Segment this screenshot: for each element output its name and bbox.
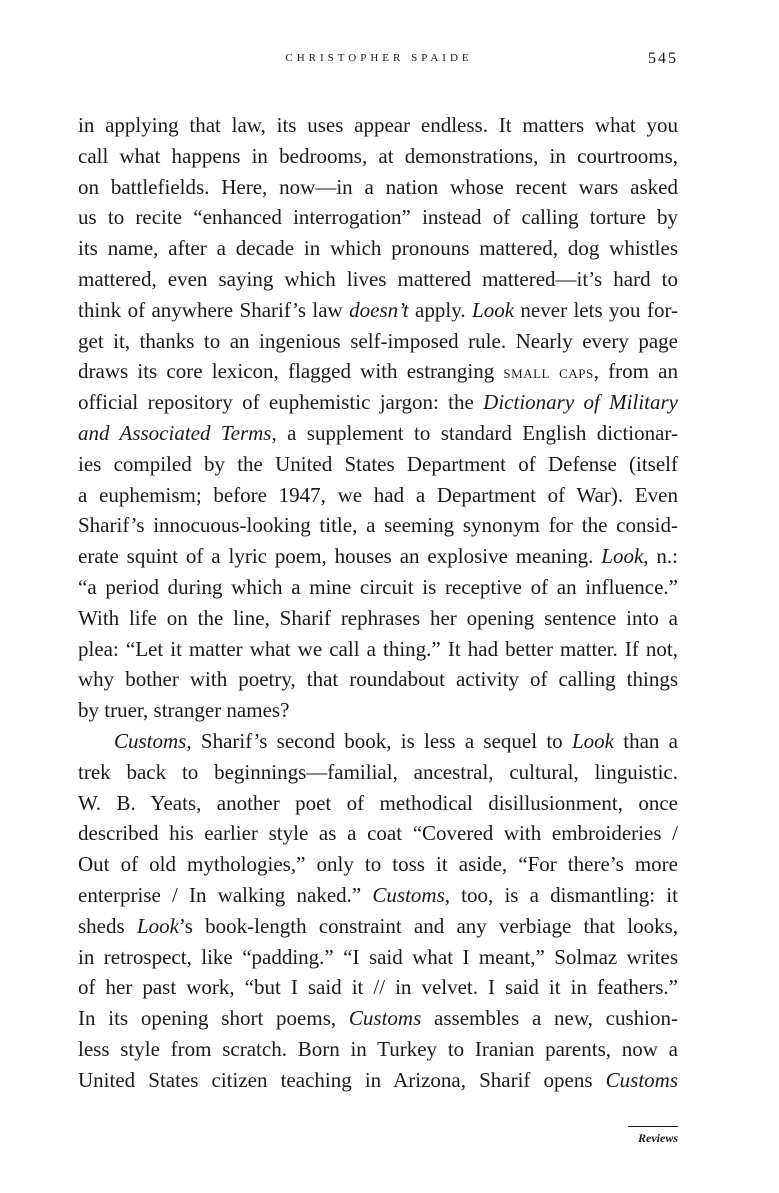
text-span: In its opening short poems, bbox=[78, 1006, 349, 1031]
text-span: assembles a new, cushion- bbox=[421, 1006, 678, 1031]
text-span: us to recite “enhanced interrogation” instead of calling torture by bbox=[78, 205, 678, 230]
text-span: , from an bbox=[593, 359, 678, 384]
text-line bbox=[78, 572, 678, 603]
text-span: draws its core lexicon, flagged with estranging bbox=[78, 359, 504, 384]
text-line bbox=[78, 449, 678, 480]
text-span: Out of old mythologies,” only to toss it aside, “For there’s more bbox=[78, 852, 678, 877]
text-span: its name, after a decade in which pronouns mattered, dog whistles bbox=[78, 236, 678, 261]
italic-span: Customs bbox=[348, 1006, 422, 1031]
text-span: why bother with poetry, that roundabout activity of calling things bbox=[78, 667, 678, 692]
text-span: ’s book-length constraint and any verbiage that looks, bbox=[178, 913, 678, 938]
text-line bbox=[78, 603, 678, 634]
text-line bbox=[78, 757, 678, 788]
footer-rule bbox=[628, 1126, 678, 1127]
text-span: a euphemism; before 1947, we had a Department of War). Even bbox=[78, 482, 678, 507]
text-span: , n.: bbox=[643, 544, 678, 569]
text-span: in applying that law, its uses appear endless. It matters what you bbox=[78, 113, 678, 137]
small-caps-span: small caps bbox=[503, 362, 594, 384]
text-span: than a bbox=[613, 728, 678, 753]
text-line bbox=[78, 818, 678, 849]
text-span: United States citizen teaching in Arizona, Sharif opens bbox=[78, 1067, 606, 1092]
text-line bbox=[78, 849, 678, 880]
text-line bbox=[78, 387, 678, 418]
italic-span: and Associated Terms bbox=[78, 420, 272, 445]
italic-span: Customs bbox=[605, 1067, 678, 1092]
text-span: never lets you for- bbox=[514, 297, 678, 322]
text-span: , Sharif’s second book, is less a sequel to bbox=[186, 728, 572, 753]
text-span: of her past work, “but I said it // in velvet. I said it in feathers.” bbox=[78, 975, 678, 1000]
text-span: trek back to beginnings—familial, ancestral, cultural, linguistic. bbox=[78, 759, 678, 784]
italic-span: Look bbox=[472, 297, 515, 322]
italic-span: Look bbox=[136, 913, 179, 938]
text-line bbox=[78, 1034, 678, 1065]
text-span: by truer, stranger names? bbox=[78, 698, 290, 723]
text-line bbox=[78, 634, 678, 665]
text-line bbox=[78, 664, 678, 695]
text-line bbox=[78, 295, 678, 326]
italic-span: Look bbox=[571, 728, 614, 753]
text-span: erate squint of a lyric poem, houses an explosive meaning. bbox=[78, 544, 602, 569]
page-header bbox=[0, 52, 779, 74]
text-line bbox=[78, 1065, 678, 1096]
text-span: described his earlier style as a coat “Covered with embroideries / bbox=[78, 821, 678, 846]
text-line bbox=[78, 788, 678, 819]
text-line bbox=[78, 110, 678, 141]
italic-span: doesn’t bbox=[349, 297, 409, 322]
text-span: , too, is a dismantling: it bbox=[444, 882, 678, 907]
text-span: on battlefields. Here, now—in a nation whose recent wars asked bbox=[78, 174, 678, 199]
text-span: get it, thanks to an ingenious self-imposed rule. Nearly every page bbox=[78, 328, 678, 353]
text-line bbox=[78, 233, 678, 264]
text-span: plea: “Let it matter what we call a thing.” It had better matter. If not, bbox=[78, 636, 678, 661]
text-span: “a period during which a mine circuit is receptive of an influence.” bbox=[78, 574, 678, 599]
text-span: think of anywhere Sharif’s law bbox=[78, 297, 350, 322]
italic-span: Customs bbox=[114, 728, 187, 753]
text-line bbox=[78, 356, 678, 387]
running-head: CHRISTOPHER SPAIDE bbox=[285, 52, 473, 64]
text-span: W. B. Yeats, another poet of methodical disillusionment, once bbox=[78, 790, 678, 815]
text-line bbox=[78, 480, 678, 511]
text-line bbox=[78, 726, 678, 757]
italic-span: Customs bbox=[372, 882, 445, 907]
text-line bbox=[78, 510, 678, 541]
text-line bbox=[78, 541, 678, 572]
text-line bbox=[78, 172, 678, 203]
text-span: ies compiled by the United States Department of Defense (itself bbox=[78, 451, 678, 476]
text-line bbox=[78, 695, 678, 726]
text-span: less style from scratch. Born in Turkey to Iranian parents, now a bbox=[78, 1036, 678, 1061]
text-span: , a supplement to standard English dictionar- bbox=[271, 420, 678, 445]
text-span: in retrospect, like “padding.” “I said what I meant,” Solmaz writes bbox=[78, 944, 678, 969]
text-line bbox=[78, 418, 678, 449]
text-span: mattered, even saying which lives mattered mattered—it’s hard to bbox=[78, 266, 678, 291]
text-line bbox=[78, 202, 678, 233]
text-line bbox=[78, 911, 678, 942]
italic-span: Dictionary of Military bbox=[483, 390, 678, 415]
text-line bbox=[78, 942, 678, 973]
italic-span: Look bbox=[601, 544, 644, 569]
text-span: apply. bbox=[408, 297, 473, 322]
text-span: Sharif’s innocuous-looking title, a seeming synonym for the consid- bbox=[78, 513, 678, 538]
text-span: With life on the line, Sharif rephrases her opening sentence into a bbox=[78, 605, 678, 630]
text-line bbox=[78, 1003, 678, 1034]
text-line bbox=[78, 141, 678, 172]
text-line bbox=[78, 880, 678, 911]
page-number: 545 bbox=[648, 50, 678, 67]
section-label: Reviews bbox=[638, 1131, 678, 1145]
text-span: sheds bbox=[78, 913, 137, 938]
text-span: official repository of euphemistic jargon: the bbox=[78, 390, 484, 415]
text-line bbox=[78, 264, 678, 295]
text-line bbox=[78, 326, 678, 357]
text-span: enterprise / In walking naked.” bbox=[78, 882, 373, 907]
text-span: call what happens in bedrooms, at demonstrations, in courtrooms, bbox=[78, 143, 678, 168]
text-line bbox=[78, 972, 678, 1003]
body-text bbox=[78, 110, 678, 1096]
